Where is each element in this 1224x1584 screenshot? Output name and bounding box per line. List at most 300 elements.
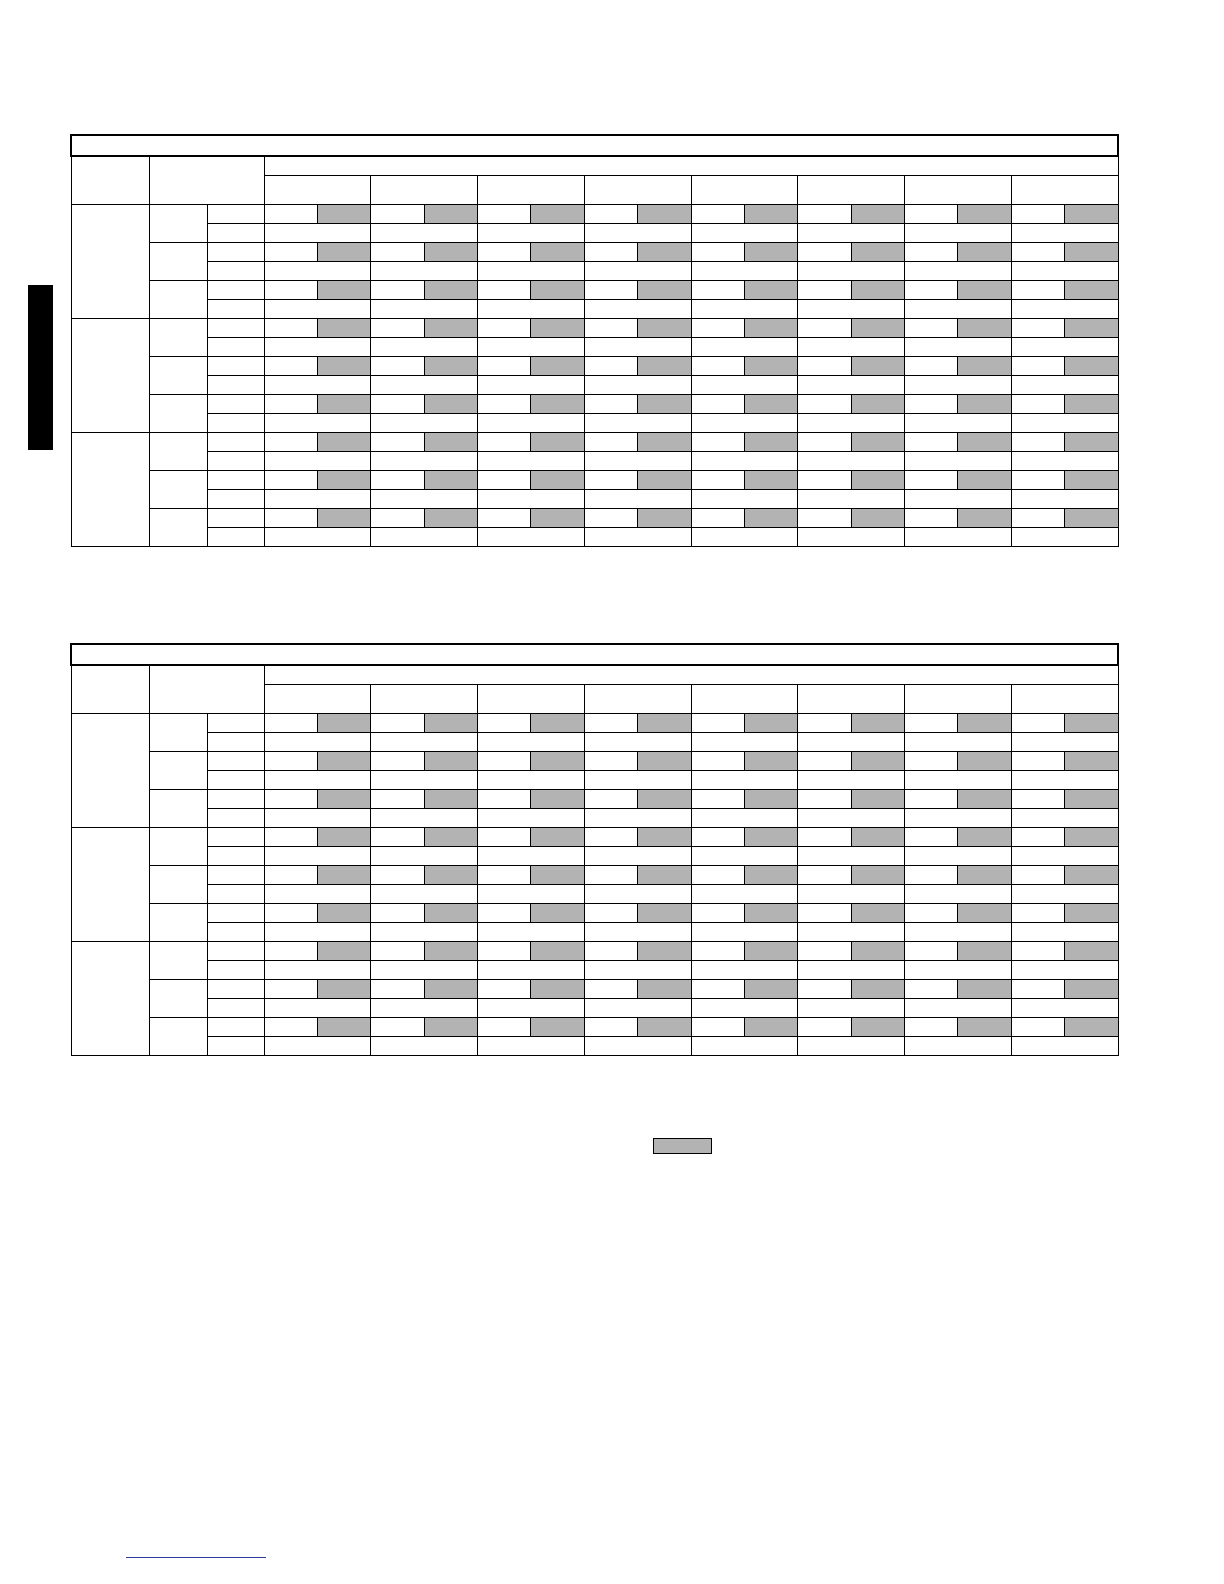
- value-cell: [584, 923, 691, 942]
- column-header: [371, 176, 478, 205]
- column-header: [371, 685, 478, 714]
- row-label: [149, 509, 207, 547]
- value-cell: [691, 281, 744, 300]
- value-cell: [905, 714, 958, 733]
- value-cell: [584, 471, 637, 490]
- value-cell: [478, 828, 531, 847]
- value-cell: [264, 847, 371, 866]
- value-cell: [584, 243, 637, 262]
- value-cell: [1011, 1018, 1064, 1037]
- value-cell: [798, 452, 905, 471]
- shaded-cell: [317, 243, 370, 262]
- shaded-cell: [531, 395, 584, 414]
- header-corner: [71, 156, 149, 205]
- shaded-cell: [744, 509, 797, 528]
- shaded-cell: [744, 752, 797, 771]
- column-header: [584, 685, 691, 714]
- shaded-cell: [424, 319, 477, 338]
- value-cell: [905, 262, 1012, 281]
- value-cell: [798, 733, 905, 752]
- value-cell: [264, 980, 317, 999]
- shaded-cell: [744, 357, 797, 376]
- value-cell: [371, 847, 478, 866]
- value-cell: [691, 433, 744, 452]
- value-cell: [584, 733, 691, 752]
- group-label: [71, 433, 149, 547]
- value-cell: [1011, 885, 1118, 904]
- shaded-cell: [531, 714, 584, 733]
- shaded-cell: [851, 471, 904, 490]
- value-cell: [691, 714, 744, 733]
- shaded-cell: [744, 395, 797, 414]
- value-cell: [478, 866, 531, 885]
- shaded-cell: [851, 714, 904, 733]
- row-label: [149, 357, 207, 395]
- value-cell: [691, 771, 798, 790]
- value-cell: [371, 319, 424, 338]
- value-cell: [478, 319, 531, 338]
- value-cell: [584, 300, 691, 319]
- shaded-cell: [851, 1018, 904, 1037]
- value-cell: [371, 980, 424, 999]
- value-cell: [1011, 999, 1118, 1018]
- shaded-cell: [1065, 752, 1119, 771]
- value-cell: [798, 942, 851, 961]
- column-header: [584, 176, 691, 205]
- shaded-cell: [424, 205, 477, 224]
- value-cell: [371, 376, 478, 395]
- value-cell: [905, 999, 1012, 1018]
- value-cell: [798, 885, 905, 904]
- footer-rule: [126, 1557, 266, 1558]
- shaded-cell: [638, 433, 691, 452]
- value-cell: [264, 904, 317, 923]
- value-cell: [264, 733, 371, 752]
- value-cell: [798, 357, 851, 376]
- group-label: [71, 942, 149, 1056]
- row-label: [149, 942, 207, 980]
- group-label: [71, 205, 149, 319]
- row-label: [149, 980, 207, 1018]
- value-cell: [371, 752, 424, 771]
- value-cell: [905, 395, 958, 414]
- row-sublabel: [207, 452, 264, 471]
- value-cell: [584, 999, 691, 1018]
- column-header: [1011, 176, 1118, 205]
- value-cell: [478, 733, 585, 752]
- value-cell: [1011, 942, 1064, 961]
- value-cell: [905, 961, 1012, 980]
- row-sublabel: [207, 961, 264, 980]
- shaded-cell: [744, 471, 797, 490]
- header-span: [264, 156, 1118, 176]
- value-cell: [1011, 790, 1064, 809]
- shaded-cell: [638, 828, 691, 847]
- value-cell: [1011, 714, 1064, 733]
- value-cell: [1011, 528, 1118, 547]
- value-cell: [264, 319, 317, 338]
- value-cell: [798, 980, 851, 999]
- shaded-cell: [424, 1018, 477, 1037]
- row-sublabel: [207, 1018, 264, 1037]
- value-cell: [584, 752, 637, 771]
- row-label: [149, 828, 207, 866]
- row-sublabel: [207, 433, 264, 452]
- value-cell: [264, 866, 317, 885]
- value-cell: [798, 414, 905, 433]
- value-cell: [584, 714, 637, 733]
- shaded-cell: [851, 395, 904, 414]
- value-cell: [1011, 262, 1118, 281]
- value-cell: [691, 999, 798, 1018]
- shaded-cell: [317, 281, 370, 300]
- shaded-cell: [531, 752, 584, 771]
- value-cell: [264, 509, 317, 528]
- value-cell: [264, 300, 371, 319]
- shaded-cell: [958, 790, 1011, 809]
- shaded-cell: [638, 866, 691, 885]
- shaded-cell: [744, 319, 797, 338]
- shaded-cell: [1065, 714, 1119, 733]
- shaded-cell: [1065, 866, 1119, 885]
- row-sublabel: [207, 300, 264, 319]
- value-cell: [1011, 205, 1064, 224]
- value-cell: [264, 205, 317, 224]
- value-cell: [371, 1018, 424, 1037]
- shaded-cell: [958, 395, 1011, 414]
- shaded-cell: [1065, 243, 1119, 262]
- value-cell: [584, 847, 691, 866]
- row-sublabel: [207, 923, 264, 942]
- value-cell: [478, 509, 531, 528]
- row-sublabel: [207, 357, 264, 376]
- shaded-cell: [958, 980, 1011, 999]
- shaded-cell: [531, 904, 584, 923]
- value-cell: [691, 490, 798, 509]
- row-label: [149, 714, 207, 752]
- value-cell: [905, 205, 958, 224]
- shaded-cell: [424, 714, 477, 733]
- shaded-cell: [1065, 433, 1119, 452]
- value-cell: [691, 1018, 744, 1037]
- value-cell: [1011, 904, 1064, 923]
- row-label: [149, 866, 207, 904]
- shaded-cell: [531, 205, 584, 224]
- shaded-cell: [317, 205, 370, 224]
- value-cell: [584, 414, 691, 433]
- value-cell: [691, 319, 744, 338]
- value-cell: [371, 942, 424, 961]
- value-cell: [584, 338, 691, 357]
- row-sublabel: [207, 714, 264, 733]
- shaded-cell: [1065, 471, 1119, 490]
- row-label: [149, 205, 207, 243]
- value-cell: [1011, 490, 1118, 509]
- value-cell: [478, 205, 531, 224]
- value-cell: [478, 980, 531, 999]
- value-cell: [371, 395, 424, 414]
- value-cell: [798, 471, 851, 490]
- shaded-cell: [424, 509, 477, 528]
- shaded-cell: [958, 281, 1011, 300]
- shaded-cell: [531, 942, 584, 961]
- shaded-cell: [958, 319, 1011, 338]
- shaded-cell: [744, 942, 797, 961]
- value-cell: [371, 243, 424, 262]
- value-cell: [1011, 300, 1118, 319]
- shaded-cell: [958, 471, 1011, 490]
- value-cell: [584, 961, 691, 980]
- value-cell: [264, 790, 317, 809]
- value-cell: [371, 999, 478, 1018]
- value-cell: [798, 904, 851, 923]
- value-cell: [798, 395, 851, 414]
- value-cell: [798, 243, 851, 262]
- shaded-cell: [317, 904, 370, 923]
- value-cell: [905, 828, 958, 847]
- value-cell: [371, 471, 424, 490]
- value-cell: [691, 509, 744, 528]
- value-cell: [798, 433, 851, 452]
- shaded-cell: [317, 866, 370, 885]
- value-cell: [798, 771, 905, 790]
- value-cell: [584, 357, 637, 376]
- value-cell: [1011, 752, 1064, 771]
- value-cell: [478, 904, 531, 923]
- value-cell: [478, 452, 585, 471]
- value-cell: [1011, 847, 1118, 866]
- row-sublabel: [207, 319, 264, 338]
- value-cell: [691, 904, 744, 923]
- value-cell: [798, 1018, 851, 1037]
- shaded-cell: [744, 980, 797, 999]
- value-cell: [905, 847, 1012, 866]
- shaded-cell: [638, 471, 691, 490]
- shaded-cell: [424, 752, 477, 771]
- shaded-cell: [531, 433, 584, 452]
- value-cell: [478, 942, 531, 961]
- value-cell: [478, 224, 585, 243]
- value-cell: [371, 224, 478, 243]
- value-cell: [798, 714, 851, 733]
- shaded-cell: [317, 395, 370, 414]
- shaded-cell: [531, 509, 584, 528]
- value-cell: [798, 999, 905, 1018]
- shaded-cell: [638, 752, 691, 771]
- value-cell: [478, 281, 531, 300]
- value-cell: [371, 885, 478, 904]
- shaded-cell: [1065, 904, 1119, 923]
- value-cell: [1011, 281, 1064, 300]
- shaded-cell: [851, 205, 904, 224]
- value-cell: [478, 809, 585, 828]
- shaded-cell: [531, 319, 584, 338]
- value-cell: [798, 509, 851, 528]
- value-cell: [584, 376, 691, 395]
- shaded-cell: [851, 433, 904, 452]
- column-header: [264, 685, 371, 714]
- shaded-cell: [744, 281, 797, 300]
- shaded-cell: [744, 828, 797, 847]
- shaded-cell: [638, 395, 691, 414]
- column-header: [264, 176, 371, 205]
- value-cell: [691, 205, 744, 224]
- value-cell: [264, 357, 317, 376]
- value-cell: [478, 961, 585, 980]
- shaded-cell: [851, 942, 904, 961]
- value-cell: [905, 790, 958, 809]
- column-header: [478, 685, 585, 714]
- group-label: [71, 828, 149, 942]
- value-cell: [1011, 433, 1064, 452]
- shaded-cell: [638, 1018, 691, 1037]
- value-cell: [905, 1018, 958, 1037]
- shaded-cell: [1065, 942, 1119, 961]
- shaded-cell: [424, 281, 477, 300]
- value-cell: [584, 771, 691, 790]
- value-cell: [371, 338, 478, 357]
- shaded-cell: [958, 942, 1011, 961]
- shaded-cell: [531, 357, 584, 376]
- value-cell: [691, 923, 798, 942]
- value-cell: [905, 490, 1012, 509]
- shaded-cell: [638, 904, 691, 923]
- shaded-cell: [638, 281, 691, 300]
- column-header: [1011, 685, 1118, 714]
- value-cell: [371, 433, 424, 452]
- value-cell: [798, 828, 851, 847]
- value-cell: [264, 752, 317, 771]
- value-cell: [584, 509, 637, 528]
- row-sublabel: [207, 338, 264, 357]
- shaded-cell: [744, 790, 797, 809]
- row-sublabel: [207, 205, 264, 224]
- shaded-cell: [851, 790, 904, 809]
- group-label: [71, 319, 149, 433]
- value-cell: [905, 528, 1012, 547]
- shaded-cell: [424, 980, 477, 999]
- value-cell: [478, 414, 585, 433]
- value-cell: [478, 528, 585, 547]
- shaded-cell: [958, 357, 1011, 376]
- shaded-cell: [958, 752, 1011, 771]
- value-cell: [264, 452, 371, 471]
- value-cell: [478, 1018, 531, 1037]
- value-cell: [584, 1037, 691, 1056]
- value-cell: [798, 300, 905, 319]
- row-sublabel: [207, 471, 264, 490]
- value-cell: [1011, 357, 1064, 376]
- shaded-cell: [1065, 357, 1119, 376]
- value-cell: [1011, 961, 1118, 980]
- row-sublabel: [207, 866, 264, 885]
- value-cell: [371, 300, 478, 319]
- shaded-cell: [317, 1018, 370, 1037]
- row-sublabel: [207, 395, 264, 414]
- row-sublabel: [207, 490, 264, 509]
- shaded-cell: [424, 904, 477, 923]
- row-sublabel: [207, 828, 264, 847]
- value-cell: [264, 528, 371, 547]
- shaded-cell: [851, 243, 904, 262]
- shaded-cell: [851, 319, 904, 338]
- value-cell: [1011, 471, 1064, 490]
- value-cell: [264, 1018, 317, 1037]
- value-cell: [584, 452, 691, 471]
- value-cell: [371, 357, 424, 376]
- shaded-cell: [638, 714, 691, 733]
- value-cell: [691, 1037, 798, 1056]
- shaded-cell: [424, 790, 477, 809]
- value-cell: [1011, 319, 1064, 338]
- value-cell: [478, 771, 585, 790]
- row-label: [149, 752, 207, 790]
- value-cell: [798, 490, 905, 509]
- value-cell: [584, 942, 637, 961]
- row-sublabel: [207, 224, 264, 243]
- value-cell: [1011, 509, 1064, 528]
- shaded-cell: [317, 433, 370, 452]
- value-cell: [905, 414, 1012, 433]
- shaded-cell: [638, 205, 691, 224]
- value-cell: [371, 490, 478, 509]
- shaded-cell: [958, 243, 1011, 262]
- value-cell: [264, 999, 371, 1018]
- value-cell: [371, 1037, 478, 1056]
- value-cell: [905, 923, 1012, 942]
- shaded-cell: [317, 790, 370, 809]
- shaded-cell: [317, 714, 370, 733]
- value-cell: [264, 262, 371, 281]
- value-cell: [691, 866, 744, 885]
- value-cell: [584, 490, 691, 509]
- value-cell: [478, 923, 585, 942]
- shaded-cell: [317, 319, 370, 338]
- value-cell: [691, 828, 744, 847]
- value-cell: [478, 376, 585, 395]
- value-cell: [798, 262, 905, 281]
- value-cell: [798, 752, 851, 771]
- value-cell: [584, 980, 637, 999]
- value-cell: [371, 509, 424, 528]
- value-cell: [584, 224, 691, 243]
- shaded-cell: [638, 357, 691, 376]
- shaded-cell: [958, 714, 1011, 733]
- value-cell: [691, 942, 744, 961]
- value-cell: [905, 376, 1012, 395]
- row-sublabel: [207, 281, 264, 300]
- value-cell: [584, 828, 637, 847]
- value-cell: [798, 809, 905, 828]
- value-cell: [905, 733, 1012, 752]
- value-cell: [371, 828, 424, 847]
- shaded-cell: [1065, 828, 1119, 847]
- shaded-cell: [317, 942, 370, 961]
- row-label: [149, 790, 207, 828]
- value-cell: [691, 847, 798, 866]
- shaded-cell: [317, 828, 370, 847]
- value-cell: [371, 904, 424, 923]
- shaded-cell: [1065, 395, 1119, 414]
- value-cell: [691, 300, 798, 319]
- value-cell: [1011, 452, 1118, 471]
- value-cell: [798, 376, 905, 395]
- value-cell: [478, 752, 531, 771]
- shaded-cell: [638, 790, 691, 809]
- value-cell: [1011, 243, 1064, 262]
- value-cell: [905, 452, 1012, 471]
- value-cell: [264, 224, 371, 243]
